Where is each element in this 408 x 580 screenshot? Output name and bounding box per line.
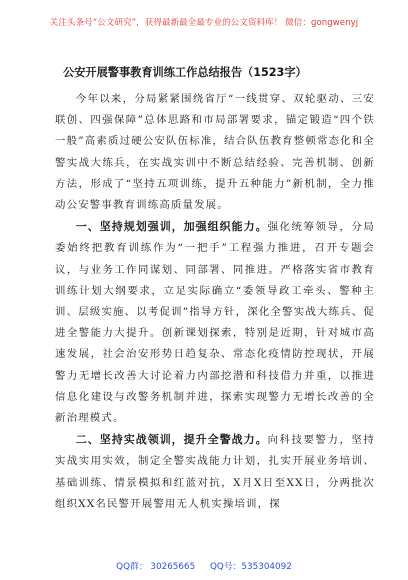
section-2-paragraph xyxy=(55,429,375,515)
qq-number-text: QQ号：535304092 xyxy=(209,562,292,572)
section-2-body: 向科技要警力，坚持实战实用实效，制定全警实战能力计划，扎实开展业务培训、基础训练、情景模拟和红蓝对抗，X月X日至XX日，分两批次组织XX名民警开展警用无人机实操培训，探 xyxy=(55,434,375,510)
section-1-paragraph xyxy=(55,216,375,429)
section-2-heading: 二、坚持实战领训，提升全警战力。 xyxy=(75,433,268,447)
document-title: 公安开展警事教育训练工作总结报告（1523字） xyxy=(63,66,307,79)
document-page xyxy=(55,64,375,515)
qq-group-text: QQ群： 30265665 xyxy=(116,562,196,572)
section-1-heading: 一、坚持规划强训，加强组织能力。 xyxy=(75,220,268,234)
intro-paragraph: 今年以来，分局紧紧围绕省厅“一线贯穿、双轮驱动、三安联创、四强保障”总体思路和市局部署要求，锚定锻造“四个铁一般”高素质过硬公安队伍标准，结合队伍教育整顿常态化和全警实战大练兵，在实战实训中不断总结经验、完善机制、创新方法，形成了“坚持五项训练，提升五种能力”新机制，全力推动公安警事教育训练高质量发展。 xyxy=(55,93,375,212)
footer-contact xyxy=(0,559,408,572)
section-1-body: 强化统筹领导，分局委始终把教育训练作为“一把手”工程强力推进，召开专题会议，与业务工作同谋划、同部署、同推进。严格落实省市教育训练计划大纲要求，立足实际确立“委领导政工牵头、警种主训、层级实施、以考促训”指导方针，深化全警实战大练兵、促进全警能力大提升。创新课划探索，特别是近期，针对城市高速发展，社会治安形势日趋复杂、常态化疫情防控现状，开展警力无增长改善大讨论着力内部挖潜和科技借力并重，以推进信息化建设与改警务机制并进，探索实现警力无增长改善的全新治理模式。 xyxy=(55,221,375,425)
banner-text: 关注头条号“公文研究”，获得最新最全最专业的公文资料库！ 微信：gongwenyj xyxy=(49,18,359,28)
promo-banner xyxy=(0,0,408,64)
